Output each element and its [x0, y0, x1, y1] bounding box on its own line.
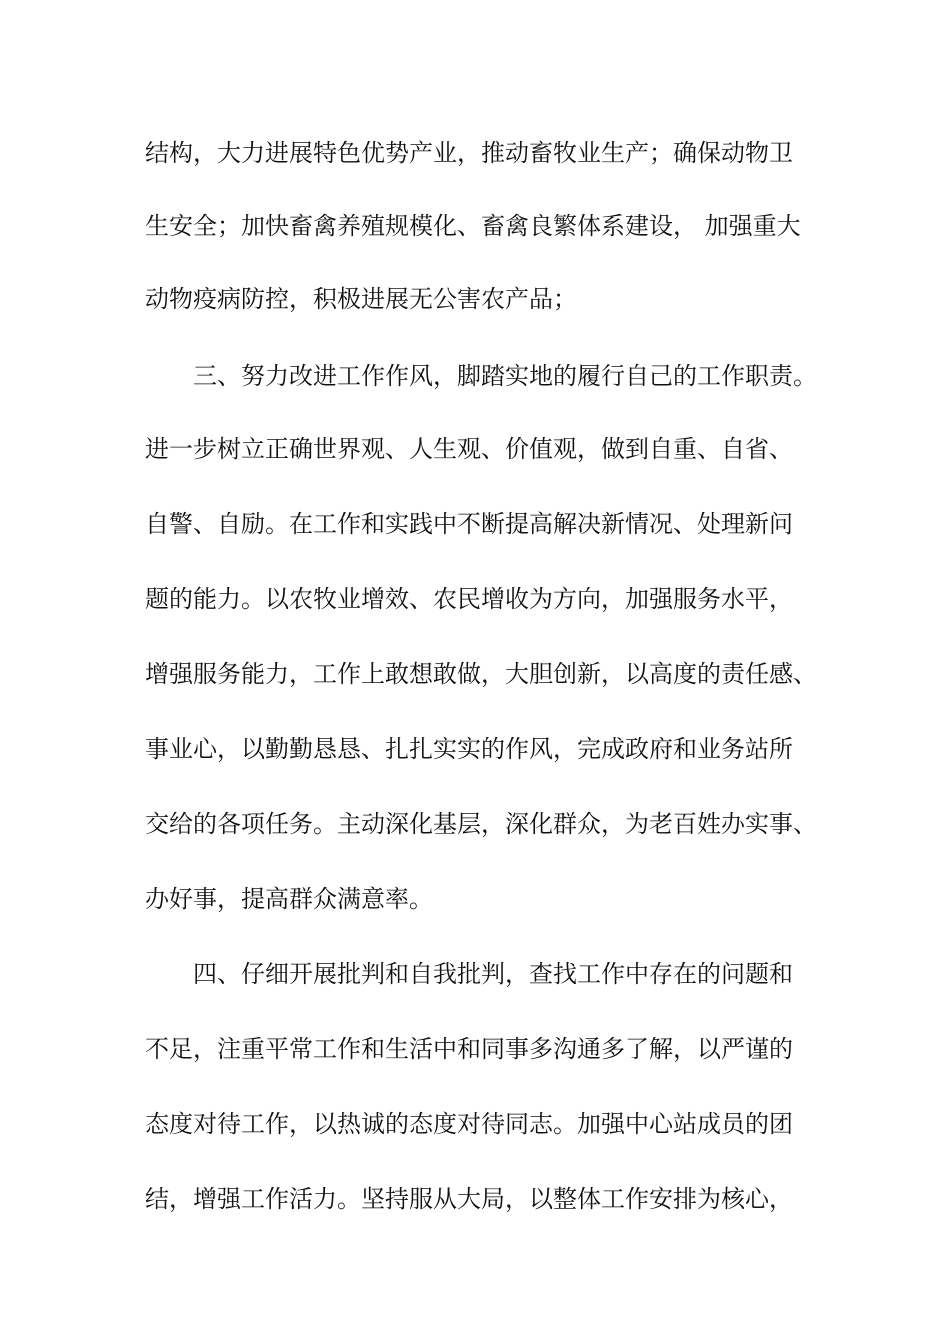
- text-line-14: 态度对待工作，以热诚的态度对待同志。加强中心站成员的团: [145, 1110, 793, 1138]
- text-line-6: 自警、自励。在工作和实践中不断提高解决新情况、处理新问: [145, 510, 793, 538]
- text-line-3: 动物疫病防控，积极进展无公害农产品；: [145, 285, 577, 313]
- paragraph-three-heading-line: 三、努力改进工作作风，脚踏实地的履行自己的工作职责。: [193, 362, 817, 390]
- text-line-5: 进一步树立正确世界观、人生观、价值观，做到自重、自省、: [145, 435, 793, 463]
- text-line-9: 事业心，以勤勤恳恳、扎扎实实的作风，完成政府和业务站所: [145, 735, 793, 763]
- paragraph-four-heading-line: 四、仔细开展批判和自我批判，查找工作中存在的问题和: [193, 960, 793, 988]
- text-line-7: 题的能力。以农牧业增效、农民增收为方向，加强服务水平，: [145, 585, 793, 613]
- text-line-11: 办好事，提高群众满意率。: [145, 885, 433, 913]
- text-line-15: 结，增强工作活力。坚持服从大局，以整体工作安排为核心，: [145, 1185, 793, 1213]
- text-line-8: 增强服务能力，工作上敢想敢做，大胆创新，以高度的责任感、: [145, 660, 817, 688]
- text-line-13: 不足，注重平常工作和生活中和同事多沟通多了解，以严谨的: [145, 1035, 793, 1063]
- text-line-10: 交给的各项任务。主动深化基层，深化群众，为老百姓办实事、: [145, 810, 817, 838]
- text-line-1: 结构，大力进展特色优势产业，推动畜牧业生产；确保动物卫: [145, 139, 793, 167]
- text-line-2: 生安全；加快畜禽养殖规模化、畜禽良繁体系建设， 加强重大: [145, 212, 801, 240]
